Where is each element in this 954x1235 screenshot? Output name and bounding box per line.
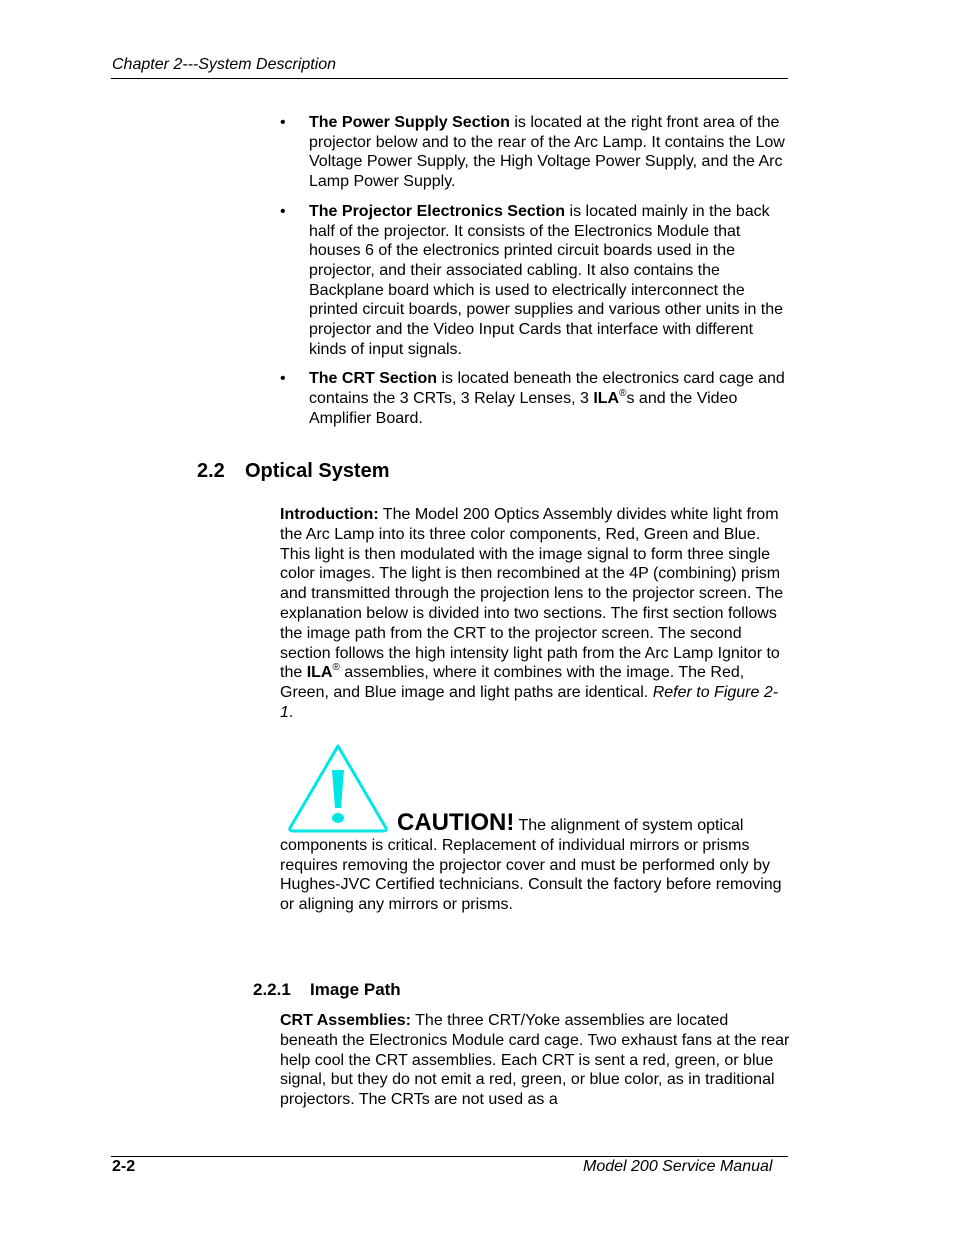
bullet-icon: • [280,114,286,131]
caution-label: CAUTION! [397,809,515,836]
subsection-title: Image Path [310,980,401,999]
bullet-text: s and the Video Amplifier Board. [309,390,738,427]
section-number: 2.2 [197,460,225,482]
bullet-text: is located beneath the electronics card cage and contains the 3 CRTs, 3 Relay Lenses, 3 [309,370,785,408]
page-number: 2-2 [112,1158,136,1175]
bullet-icon: • [280,370,286,388]
subsection-heading [253,980,401,1000]
crt-label: CRT Assemblies: [280,1012,411,1029]
ila-term: ILA [593,390,620,408]
list-item [280,369,790,428]
bullet-term: The Projector Electronics Section [309,202,566,220]
section-title: Optical System [245,460,390,482]
section-bullet-list [280,113,790,439]
ila-term: ILA [306,664,333,682]
list-item [280,113,790,192]
intro-text: The Model 200 Optics Assembly divides white light from the Arc Lamp into its three color components, Red, Green and Blue. This light is then modulated with the image signal to form three single color images. The light is then recombined at the 4P (combining) prism and transmitted through the projection lens to the projector screen. The explanation below is divided into two sections. The first section follows the image path from the CRT to the projector screen. The second section follows the high intensity light path from the Arc Lamp Ignitor to the [280,506,784,682]
registered-mark: ® [619,388,627,400]
subsection-number: 2.2.1 [253,980,291,999]
intro-text: assemblies, where it combines with the image. The Red, Green, and Blue image and light paths are identical. [280,664,745,702]
figure-reference: Refer to Figure 2-1 [280,684,779,721]
bullet-text: is located at the right front area of the projector below and to the rear of the Arc Lamp. It contains the Low Voltage Power Supply, the High Voltage Power Supply, and the Arc Lamp Power Supply. [309,114,785,191]
list-item [280,202,790,360]
manual-title: Model 200 Service Manual [583,1158,773,1175]
running-header: Chapter 2---System Description [112,56,337,73]
footer-rule [111,1156,788,1157]
bullet-icon: • [280,202,286,220]
registered-mark: ® [332,662,340,674]
intro-text: . [288,703,294,721]
intro-paragraph [280,505,790,723]
bullet-term: The CRT Section [309,370,438,388]
intro-label: Introduction: [280,506,379,523]
bullet-term: The Power Supply Section [309,114,510,131]
caution-text: The alignment of system optical components is critical. Replacement of individual mirrors or prisms requires removing the projector cover and must be performed only by Hughes-JVC Certified technicians. Consult the factory before removing or aligning any mirrors or prisms. [280,817,782,914]
crt-paragraph [280,1011,790,1110]
caution-paragraph [280,809,790,915]
bullet-text: is located mainly in the back half of the projector. It consists of the Electronics Module that houses 6 of the electronics printed circuit boards used in the projector, and their associated cabling. It also contains the Backplane board which is used to electrically interconnect the printed circuit boards, power supplies and various other units in the projector and the Video Input Cards that interface with different kinds of input signals. [309,202,784,358]
section-heading [197,460,390,483]
header-rule [111,78,788,79]
crt-text: The three CRT/Yoke assemblies are located beneath the Electronics Module card cage. Two exhaust fans at the rear help cool the CRT assemblies. Each CRT is sent a red, green, or blue signal, but they do not emit a red, green, or blue color, as in traditional projectors. The CRTs are not used as a [280,1012,790,1109]
